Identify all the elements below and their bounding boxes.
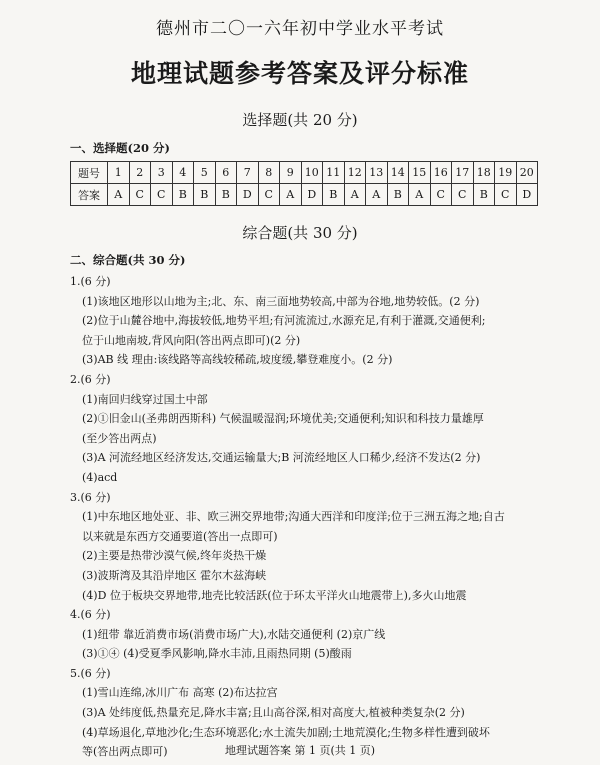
- question-number-cell: 9: [280, 162, 302, 184]
- answer-cell: D: [301, 184, 323, 206]
- question-number-cell: 3: [151, 162, 173, 184]
- question-number-cell: 13: [366, 162, 388, 184]
- answer-line: (3)A 处纬度低,热量充足,降水丰富;且山高谷深,相对高度大,植被种类复杂(2 分): [82, 706, 465, 720]
- answer-cell: C: [129, 184, 151, 206]
- question-number-cell: 1: [108, 162, 130, 184]
- answer-line: (1)南回归线穿过国土中部: [82, 392, 208, 406]
- answer-cell: D: [237, 184, 259, 206]
- answer-cell: D: [516, 184, 538, 206]
- answer-cell: C: [452, 184, 474, 206]
- answer-line: (1)中东地区地处亚、非、欧三洲交界地带;沟通大西洋和印度洋;位于三洲五海之地;自古: [82, 510, 505, 524]
- section-1-heading: 一、选择题(20 分): [70, 141, 170, 155]
- answer-line: (2)主要是热带沙漠气候,终年炎热干燥: [82, 549, 267, 563]
- answer-cell: A: [280, 184, 302, 206]
- question-number-cell: 10: [301, 162, 323, 184]
- answer-line: (1)纽带 靠近消费市场(消费市场广大),水陆交通便利 (2)京广线: [82, 627, 386, 641]
- answer-table: [70, 161, 538, 206]
- question-number-cell: 4: [172, 162, 194, 184]
- question-number-cell: 7: [237, 162, 259, 184]
- answer-cell: A: [409, 184, 431, 206]
- answer-cell: A: [344, 184, 366, 206]
- page-footer: 地理试题答案 第 1 页(共 1 页): [224, 744, 376, 757]
- question-number-cell: 12: [344, 162, 366, 184]
- answer-cell: B: [172, 184, 194, 206]
- answer-cell: B: [387, 184, 409, 206]
- answer-line: (3)波斯湾及其沿岸地区 霍尔木兹海峡: [82, 568, 267, 582]
- answer-cell: B: [215, 184, 237, 206]
- answer-cell: A: [366, 184, 388, 206]
- row-label-answer: 答案: [71, 184, 108, 206]
- question-heading: 5.(6 分): [70, 666, 111, 680]
- question-number-cell: 16: [430, 162, 452, 184]
- question-heading: 4.(6 分): [70, 608, 111, 622]
- question-number-cell: 18: [473, 162, 495, 184]
- question-heading: 2.(6 分): [70, 372, 111, 386]
- answer-cell: B: [473, 184, 495, 206]
- answer-cell: C: [430, 184, 452, 206]
- answer-line: (3)AB 线 理由:该线路等高线较稀疏,坡度缓,攀登难度小。(2 分): [82, 353, 393, 367]
- answer-cell: C: [258, 184, 280, 206]
- choice-subtitle: 选择题(共 20 分): [242, 111, 358, 129]
- question-number-cell: 14: [387, 162, 409, 184]
- answer-line: (3)A 河流经地区经济发达,交通运输量大;B 河流经地区人口稀少,经济不发达(2 分): [82, 451, 481, 465]
- question-number-cell: 2: [129, 162, 151, 184]
- question-number-cell: 8: [258, 162, 280, 184]
- row-label-number: 题号: [71, 162, 108, 184]
- answer-row: [71, 184, 538, 206]
- question-number-cell: 5: [194, 162, 216, 184]
- answer-line: 以来就是东西方交通要道(答出一点即可): [82, 529, 278, 543]
- question-heading: 3.(6 分): [70, 490, 111, 504]
- answer-cell: C: [151, 184, 173, 206]
- answer-cell: C: [495, 184, 517, 206]
- answer-line: (2)①旧金山(圣弗朗西斯科) 气候温暖湿润;环境优美;交通便利;知识和科技力量雄厚: [82, 412, 484, 426]
- answer-line: 位于山地南坡,背风向阳(答出两点即可)(2 分): [82, 333, 301, 347]
- comprehensive-subtitle: 综合题(共 30 分): [242, 224, 358, 242]
- answer-cell: A: [108, 184, 130, 206]
- question-number-cell: 17: [452, 162, 474, 184]
- answer-line: (1)该地区地形以山地为主;北、东、南三面地势较高,中部为谷地,地势较低。(2 分): [82, 294, 480, 308]
- answer-cell: B: [323, 184, 345, 206]
- question-number-cell: 19: [495, 162, 517, 184]
- question-number-cell: 6: [215, 162, 237, 184]
- section-2-heading: 二、综合题(共 30 分): [70, 253, 186, 267]
- section-2-content: [70, 272, 590, 762]
- answer-line: (至少答出两点): [82, 431, 157, 445]
- exam-header-school: 德州市二〇一六年初中学业水平考试: [156, 19, 444, 39]
- answer-line: (4)草场退化,草地沙化;生态环境恶化;水土流失加剧;土地荒漠化;生物多样性遭到破坏: [82, 725, 490, 739]
- question-heading: 1.(6 分): [70, 275, 111, 288]
- answer-line: 等(答出两点即可): [82, 745, 168, 759]
- answer-line: (3)①④ (4)受夏季风影响,降水丰沛,且雨热同期 (5)酸雨: [82, 647, 352, 661]
- question-number-cell: 15: [409, 162, 431, 184]
- answer-cell: B: [194, 184, 216, 206]
- answer-line: (2)位于山麓谷地中,海拔较低,地势平坦;有河流流过,水源充足,有利于灌溉,交通便利;: [82, 314, 486, 328]
- question-number-cell: 11: [323, 162, 345, 184]
- answer-line: (1)雪山连绵,冰川广布 高寒 (2)布达拉宫: [82, 686, 278, 700]
- answer-line: (4)acd: [82, 470, 118, 484]
- answer-line: (4)D 位于板块交界地带,地壳比较活跃(位于环太平洋火山地震带上),多火山地震: [82, 588, 467, 602]
- question-number-row: [71, 162, 538, 184]
- question-number-cell: 20: [516, 162, 538, 184]
- page-title: 地理试题参考答案及评分标准: [130, 59, 469, 88]
